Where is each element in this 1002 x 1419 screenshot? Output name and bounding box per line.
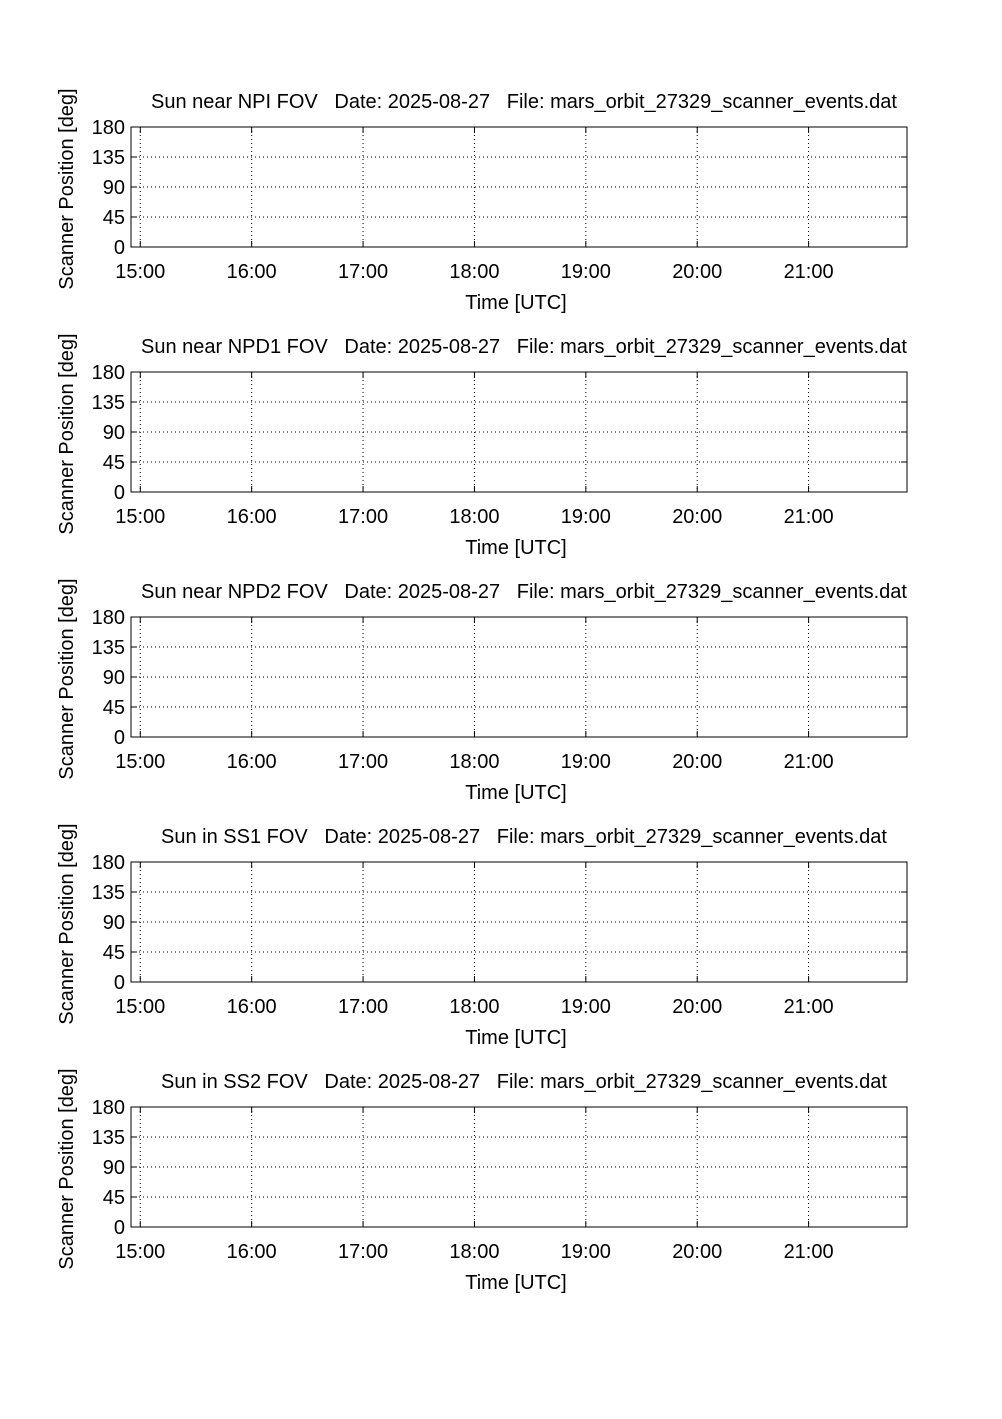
x-tick-label: 21:00	[783, 506, 834, 528]
x-tick-label: 20:00	[672, 506, 723, 528]
x-tick-label: 18:00	[449, 996, 500, 1018]
x-tick-label: 17:00	[338, 996, 389, 1018]
x-tick-label: 19:00	[560, 261, 611, 283]
chart-panel	[56, 88, 907, 314]
panel-title: Sun near NPD1 FOV Date: 2025-08-27 File: mars_orbit_27329_scanner_events.dat	[141, 336, 907, 358]
y-tick-label: 135	[91, 882, 125, 904]
x-tick-label: 15:00	[115, 996, 166, 1018]
x-tick-label: 15:00	[115, 261, 166, 283]
chart-panel	[56, 1068, 907, 1294]
y-axis-label: Scanner Position [deg]	[56, 1068, 78, 1270]
y-tick-label: 90	[102, 422, 125, 444]
y-axis-label: Scanner Position [deg]	[56, 578, 78, 780]
x-tick-label: 18:00	[449, 506, 500, 528]
x-tick-label: 16:00	[226, 506, 277, 528]
y-tick-label: 0	[113, 727, 125, 749]
x-tick-label: 21:00	[783, 751, 834, 773]
y-tick-label: 0	[113, 237, 125, 259]
x-tick-label: 21:00	[783, 996, 834, 1018]
x-tick-label: 19:00	[560, 1241, 611, 1263]
y-tick-label: 90	[102, 1157, 125, 1179]
x-tick-label: 18:00	[449, 261, 500, 283]
y-tick-label: 180	[91, 117, 125, 139]
x-tick-label: 16:00	[226, 261, 277, 283]
y-tick-label: 135	[91, 637, 125, 659]
y-tick-label: 180	[91, 607, 125, 629]
x-tick-label: 15:00	[115, 506, 166, 528]
y-tick-label: 90	[102, 912, 125, 934]
x-tick-label: 17:00	[338, 506, 389, 528]
panel-title: Sun in SS2 FOV Date: 2025-08-27 File: mars_orbit_27329_scanner_events.dat	[161, 1071, 887, 1093]
y-tick-label: 45	[102, 697, 125, 719]
y-tick-label: 45	[102, 207, 125, 229]
x-tick-label: 19:00	[560, 506, 611, 528]
chart-panel	[56, 823, 907, 1049]
x-tick-label: 21:00	[783, 261, 834, 283]
x-axis-label: Time [UTC]	[465, 292, 567, 314]
y-tick-label: 135	[91, 147, 125, 169]
y-tick-label: 0	[113, 1217, 125, 1239]
y-tick-label: 180	[91, 852, 125, 874]
y-axis-label: Scanner Position [deg]	[56, 823, 78, 1025]
x-tick-label: 17:00	[338, 1241, 389, 1263]
y-tick-label: 0	[113, 972, 125, 994]
x-tick-label: 17:00	[338, 261, 389, 283]
x-tick-label: 19:00	[560, 751, 611, 773]
panel-title: Sun in SS1 FOV Date: 2025-08-27 File: mars_orbit_27329_scanner_events.dat	[161, 826, 887, 848]
x-tick-label: 16:00	[226, 996, 277, 1018]
x-tick-label: 15:00	[115, 751, 166, 773]
y-tick-label: 45	[102, 1187, 125, 1209]
x-tick-label: 19:00	[560, 996, 611, 1018]
y-tick-label: 180	[91, 362, 125, 384]
x-tick-label: 18:00	[449, 1241, 500, 1263]
y-tick-label: 135	[91, 1127, 125, 1149]
x-tick-label: 20:00	[672, 996, 723, 1018]
y-tick-label: 45	[102, 942, 125, 964]
x-axis-label: Time [UTC]	[465, 1272, 567, 1294]
y-tick-label: 135	[91, 392, 125, 414]
chart-panel	[56, 578, 907, 804]
y-axis-label: Scanner Position [deg]	[56, 333, 78, 535]
y-tick-label: 45	[102, 452, 125, 474]
panel-title: Sun near NPI FOV Date: 2025-08-27 File: mars_orbit_27329_scanner_events.dat	[151, 91, 897, 113]
x-tick-label: 21:00	[783, 1241, 834, 1263]
x-axis-label: Time [UTC]	[465, 1027, 567, 1049]
y-tick-label: 180	[91, 1097, 125, 1119]
x-tick-label: 20:00	[672, 751, 723, 773]
y-tick-label: 0	[113, 482, 125, 504]
x-tick-label: 17:00	[338, 751, 389, 773]
y-tick-label: 90	[102, 667, 125, 689]
x-tick-label: 20:00	[672, 1241, 723, 1263]
x-tick-label: 16:00	[226, 751, 277, 773]
y-tick-label: 90	[102, 177, 125, 199]
x-tick-label: 15:00	[115, 1241, 166, 1263]
panel-title: Sun near NPD2 FOV Date: 2025-08-27 File: mars_orbit_27329_scanner_events.dat	[141, 581, 907, 603]
x-tick-label: 16:00	[226, 1241, 277, 1263]
chart-panel	[56, 333, 907, 559]
y-axis-label: Scanner Position [deg]	[56, 88, 78, 290]
x-axis-label: Time [UTC]	[465, 537, 567, 559]
x-tick-label: 18:00	[449, 751, 500, 773]
x-tick-label: 20:00	[672, 261, 723, 283]
x-axis-label: Time [UTC]	[465, 782, 567, 804]
